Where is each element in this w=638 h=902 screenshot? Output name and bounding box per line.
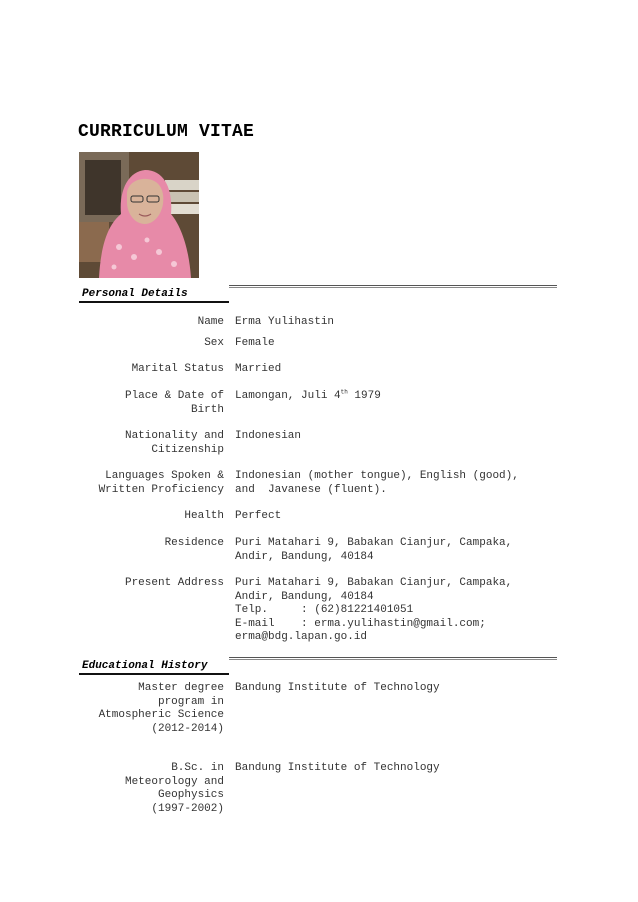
- field-label: Place & Date of Birth: [124, 390, 224, 416]
- section-rule: [229, 287, 557, 288]
- field-label: Languages Spoken & Written Proficiency: [98, 470, 224, 496]
- field-label: Sex: [204, 337, 224, 349]
- field-value: Puri Matahari 9, Babakan Cianjur, Campaka, Andir, Bandung, 40184 Telp. : (62)81221401051 E-mail : erma.yulihastin@gmail.com; erma@bdg.lapan.go.id: [235, 577, 513, 643]
- section-title: Personal Details: [82, 288, 188, 300]
- field-label: Residence: [164, 537, 224, 549]
- section-rule: [229, 657, 557, 658]
- birth-value-main: Lamongan, Juli 4: [235, 390, 341, 402]
- section-rule: [229, 285, 557, 286]
- education-label: B.Sc. in Meteorology and Geophysics (1997-2002): [124, 762, 224, 815]
- field-value: Erma Yulihastin: [235, 316, 335, 328]
- field-value: [235, 390, 555, 404]
- birth-value-year: 1979: [347, 390, 381, 402]
- field-value: Perfect: [235, 510, 282, 522]
- section-rule: [79, 301, 229, 303]
- section-rule: [79, 673, 229, 675]
- field-value: Female: [235, 337, 275, 349]
- field-value: Puri Matahari 9, Babakan Cianjur, Campaka, Andir, Bandung, 40184: [235, 537, 513, 563]
- profile-photo-image: [79, 152, 199, 278]
- section-personal-details: [79, 285, 557, 303]
- field-value: Married: [235, 363, 282, 375]
- education-institution: Bandung Institute of Technology: [235, 682, 440, 694]
- field-label: Name: [197, 316, 224, 328]
- field-label: Marital Status: [131, 363, 224, 375]
- field-value: Indonesian (mother tongue), English (good), and Javanese (fluent).: [235, 470, 519, 496]
- field-label: Nationality and Citizenship: [124, 430, 224, 456]
- field-label: Health: [184, 510, 224, 522]
- field-label: Present Address: [124, 577, 224, 589]
- section-title: Educational History: [82, 660, 208, 672]
- page-title: CURRICULUM VITAE: [78, 122, 255, 142]
- education-institution: Bandung Institute of Technology: [235, 762, 440, 774]
- field-value: Indonesian: [235, 430, 302, 442]
- education-label: Master degree program in Atmospheric Science (2012-2014): [98, 682, 224, 735]
- profile-photo: [79, 152, 199, 278]
- birth-ordinal-suffix: th: [340, 388, 348, 396]
- section-educational-history: [79, 657, 557, 675]
- section-rule: [229, 659, 557, 660]
